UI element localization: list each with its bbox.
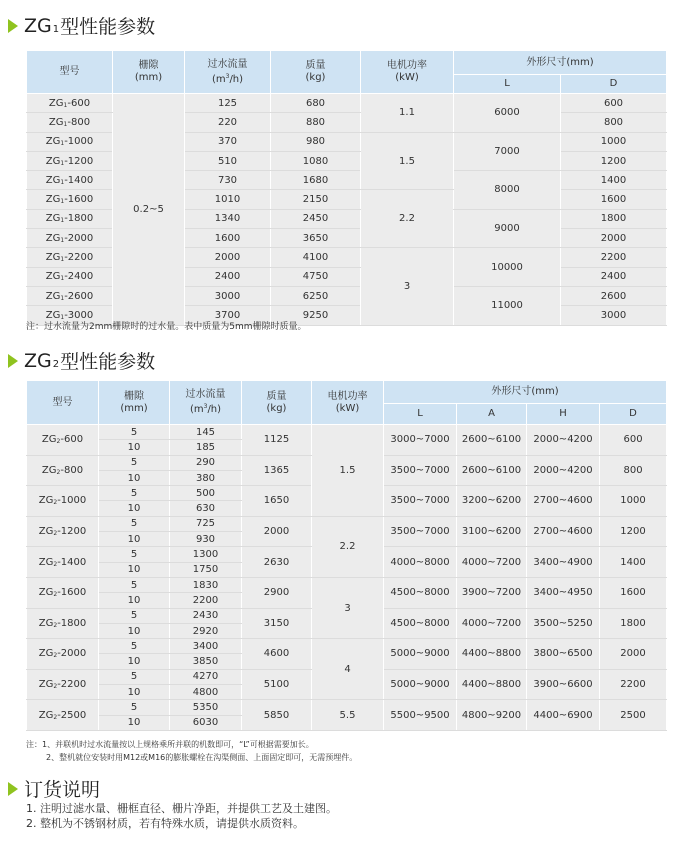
mass-cell: 9250 (271, 306, 361, 325)
gap-cell: 10 (99, 501, 170, 516)
l-cell: 5000~9000 (384, 639, 457, 670)
header-dimensions: 外形尺寸(mm) (384, 381, 667, 404)
mass-cell: 880 (271, 113, 361, 132)
flow-cell: 3400 (170, 639, 242, 654)
header-flow: 过水流量 $(m^3/h)$ (185, 51, 271, 94)
header-dimensions: 外形尺寸(mm) (454, 51, 667, 75)
d-cell: 3000 (561, 306, 667, 325)
flow-cell: 2400 (185, 267, 271, 286)
model-cell: ZG1-1400 (27, 171, 113, 190)
mass-cell: 5850 (242, 700, 312, 731)
flow-cell: 290 (170, 455, 242, 470)
header-power: 电机功率 (kW) (312, 381, 384, 425)
h-cell: 3800~6500 (527, 639, 600, 670)
gap-cell: 5 (99, 455, 170, 470)
l-cell: 3500~7000 (384, 516, 457, 547)
a-cell: 3900~7200 (457, 577, 527, 608)
h-cell: 2700~4600 (527, 516, 600, 547)
table-row (27, 94, 667, 113)
flow-cell: 500 (170, 486, 242, 501)
gap-cell: 10 (99, 532, 170, 547)
d-cell: 1200 (600, 516, 667, 547)
l-cell: 3500~7000 (384, 486, 457, 517)
flow-cell: 370 (185, 132, 271, 151)
table2-footnote-1: 注：1、并联机时过水流量按以上规格乘所并联的机数即可，“L”可根据需要加长。 (26, 740, 314, 749)
mass-cell: 2000 (242, 516, 312, 547)
model-cell: ZG1-3000 (27, 306, 113, 325)
model-cell: ZG1-1600 (27, 190, 113, 209)
header-a: A (457, 404, 527, 425)
gap-cell: 0.2~5 (113, 94, 185, 326)
a-cell: 4800~9200 (457, 700, 527, 731)
model-cell: ZG1-1800 (27, 209, 113, 228)
header-model: 型号 (27, 51, 113, 94)
gap-cell: 10 (99, 685, 170, 700)
flow-cell: 1010 (185, 190, 271, 209)
model-cell: ZG1-1200 (27, 151, 113, 170)
flow-cell: 1830 (170, 577, 242, 592)
section-title-zg1: ZG 1 型性能参数 (8, 12, 155, 39)
model-cell: ZG2-2000 (27, 639, 99, 670)
mass-cell: 1080 (271, 151, 361, 170)
d-cell: 1800 (561, 209, 667, 228)
table1-footnote: 注：过水流量为2mm栅隙时的过水量。表中质量为5mm栅隙时质量。 (26, 322, 307, 332)
table-row (27, 577, 667, 592)
flow-cell: 6030 (170, 715, 242, 730)
d-cell: 2000 (561, 229, 667, 248)
flow-cell: 2430 (170, 608, 242, 623)
d-cell: 800 (600, 455, 667, 486)
d-cell: 600 (600, 425, 667, 456)
gap-cell: 10 (99, 470, 170, 485)
header-mass: 质量 (kg) (271, 51, 361, 94)
gap-cell: 5 (99, 700, 170, 715)
header-d: D (561, 75, 667, 94)
model-cell: ZG2-1400 (27, 547, 99, 578)
header-d: D (600, 404, 667, 425)
d-cell: 1000 (561, 132, 667, 151)
d-cell: 1000 (600, 486, 667, 517)
mass-cell: 1680 (271, 171, 361, 190)
gap-cell: 10 (99, 440, 170, 455)
flow-cell: 3850 (170, 654, 242, 669)
d-cell: 1800 (600, 608, 667, 639)
model-cell: ZG1-2400 (27, 267, 113, 286)
h-cell: 2000~4200 (527, 455, 600, 486)
mass-cell: 6250 (271, 286, 361, 305)
model-cell: ZG1-2000 (27, 229, 113, 248)
flow-cell: 1600 (185, 229, 271, 248)
triangle-bullet-icon (8, 19, 18, 33)
l-cell: 4500~8000 (384, 577, 457, 608)
l-cell: 3000~7000 (384, 425, 457, 456)
flow-cell: 3700 (185, 306, 271, 325)
mass-cell: 3650 (271, 229, 361, 248)
header-mass: 质量 (kg) (242, 381, 312, 425)
mass-cell: 5100 (242, 669, 312, 700)
table-row (27, 516, 667, 531)
a-cell: 2600~6100 (457, 455, 527, 486)
flow-cell: 3000 (185, 286, 271, 305)
mass-cell: 4600 (242, 639, 312, 670)
flow-cell: 2200 (170, 593, 242, 608)
l-cell: 9000 (454, 209, 561, 248)
l-cell: 7000 (454, 132, 561, 171)
header-model: 型号 (27, 381, 99, 425)
mass-cell: 980 (271, 132, 361, 151)
h-cell: 3500~5250 (527, 608, 600, 639)
l-cell: 5500~9500 (384, 700, 457, 731)
d-cell: 2500 (600, 700, 667, 731)
header-l: L (454, 75, 561, 94)
a-cell: 4400~8800 (457, 669, 527, 700)
header-h: H (527, 404, 600, 425)
h-cell: 2700~4600 (527, 486, 600, 517)
power-cell: 1.5 (361, 132, 454, 190)
h-cell: 3900~6600 (527, 669, 600, 700)
d-cell: 1400 (600, 547, 667, 578)
power-cell: 2.2 (312, 516, 384, 577)
mass-cell: 4750 (271, 267, 361, 286)
mass-cell: 2630 (242, 547, 312, 578)
a-cell: 2600~6100 (457, 425, 527, 456)
model-cell: ZG2-1600 (27, 577, 99, 608)
h-cell: 2000~4200 (527, 425, 600, 456)
l-cell: 3500~7000 (384, 455, 457, 486)
a-cell: 4000~7200 (457, 608, 527, 639)
flow-cell: 730 (185, 171, 271, 190)
gap-cell: 5 (99, 486, 170, 501)
mass-cell: 3150 (242, 608, 312, 639)
l-cell: 4000~8000 (384, 547, 457, 578)
l-cell: 11000 (454, 286, 561, 325)
l-cell: 8000 (454, 171, 561, 210)
d-cell: 1400 (561, 171, 667, 190)
l-cell: 5000~9000 (384, 669, 457, 700)
d-cell: 800 (561, 113, 667, 132)
mass-cell: 680 (271, 94, 361, 113)
power-cell: 2.2 (361, 190, 454, 248)
flow-cell: 930 (170, 532, 242, 547)
power-cell: 1.5 (312, 425, 384, 517)
model-cell: ZG2-600 (27, 425, 99, 456)
a-cell: 4000~7200 (457, 547, 527, 578)
gap-cell: 5 (99, 425, 170, 440)
section-title-ordering: 订货说明 (8, 775, 100, 802)
flow-cell: 1340 (185, 209, 271, 228)
flow-cell: 125 (185, 94, 271, 113)
flow-cell: 145 (170, 425, 242, 440)
mass-cell: 1650 (242, 486, 312, 517)
mass-cell: 1125 (242, 425, 312, 456)
mass-cell: 2900 (242, 577, 312, 608)
flow-cell: 630 (170, 501, 242, 516)
model-cell: ZG2-800 (27, 455, 99, 486)
gap-cell: 5 (99, 639, 170, 654)
order-note-1: 1. 注明过滤水量、栅框直径、栅片净距，并提供工艺及土建图。 (26, 802, 337, 815)
flow-cell: 4270 (170, 669, 242, 684)
flow-cell: 1750 (170, 562, 242, 577)
h-cell: 3400~4900 (527, 547, 600, 578)
flow-cell: 185 (170, 440, 242, 455)
table-row (27, 425, 667, 440)
header-flow: 过水流量 $(m^3/h)$ (170, 381, 242, 425)
header-gap: 栅隙 (mm) (99, 381, 170, 425)
l-cell: 10000 (454, 248, 561, 287)
model-cell: ZG2-1800 (27, 608, 99, 639)
mass-cell: 4100 (271, 248, 361, 267)
triangle-bullet-icon (8, 782, 18, 796)
power-cell: 5.5 (312, 700, 384, 731)
d-cell: 2200 (561, 248, 667, 267)
mass-cell: 2150 (271, 190, 361, 209)
d-cell: 1600 (600, 577, 667, 608)
header-power: 电机功率 (kW) (361, 51, 454, 94)
gap-cell: 10 (99, 715, 170, 730)
zg1-parameter-table (26, 50, 667, 326)
h-cell: 4400~6900 (527, 700, 600, 731)
flow-cell: 2920 (170, 623, 242, 638)
triangle-bullet-icon (8, 354, 18, 368)
table2-footnote-2: 2、整机就位安装时用M12或M16的膨胀螺栓在沟渠侧面、上面固定即可，无需预埋件。 (46, 753, 358, 762)
model-cell: ZG2-1200 (27, 516, 99, 547)
gap-cell: 10 (99, 562, 170, 577)
model-cell: ZG1-1000 (27, 132, 113, 151)
power-cell: 4 (312, 639, 384, 700)
model-cell: ZG1-800 (27, 113, 113, 132)
power-cell: 3 (361, 248, 454, 325)
mass-cell: 2450 (271, 209, 361, 228)
model-cell: ZG2-2200 (27, 669, 99, 700)
gap-cell: 5 (99, 669, 170, 684)
model-cell: ZG2-1000 (27, 486, 99, 517)
model-cell: ZG1-600 (27, 94, 113, 113)
mass-cell: 1365 (242, 455, 312, 486)
model-cell: ZG1-2600 (27, 286, 113, 305)
d-cell: 2400 (561, 267, 667, 286)
table-row (27, 700, 667, 715)
flow-cell: 2000 (185, 248, 271, 267)
d-cell: 600 (561, 94, 667, 113)
flow-cell: 4800 (170, 685, 242, 700)
a-cell: 4400~8800 (457, 639, 527, 670)
gap-cell: 5 (99, 577, 170, 592)
section-title-zg2: ZG 2 型性能参数 (8, 347, 155, 374)
zg2-parameter-table (26, 380, 667, 731)
model-cell: ZG1-2200 (27, 248, 113, 267)
power-cell: 3 (312, 577, 384, 638)
d-cell: 2200 (600, 669, 667, 700)
header-gap: 栅隙 (mm) (113, 51, 185, 94)
l-cell: 6000 (454, 94, 561, 133)
a-cell: 3100~6200 (457, 516, 527, 547)
gap-cell: 10 (99, 593, 170, 608)
model-cell: ZG2-2500 (27, 700, 99, 731)
d-cell: 2000 (600, 639, 667, 670)
h-cell: 3400~4950 (527, 577, 600, 608)
d-cell: 1200 (561, 151, 667, 170)
table-row (27, 639, 667, 654)
flow-cell: 510 (185, 151, 271, 170)
d-cell: 2600 (561, 286, 667, 305)
gap-cell: 5 (99, 547, 170, 562)
a-cell: 3200~6200 (457, 486, 527, 517)
gap-cell: 10 (99, 654, 170, 669)
header-l: L (384, 404, 457, 425)
flow-cell: 5350 (170, 700, 242, 715)
l-cell: 4500~8000 (384, 608, 457, 639)
order-note-2: 2. 整机为不锈钢材质，若有特殊水质，请提供水质资料。 (26, 817, 304, 830)
gap-cell: 10 (99, 623, 170, 638)
gap-cell: 5 (99, 608, 170, 623)
d-cell: 1600 (561, 190, 667, 209)
power-cell: 1.1 (361, 94, 454, 133)
flow-cell: 220 (185, 113, 271, 132)
flow-cell: 380 (170, 470, 242, 485)
gap-cell: 5 (99, 516, 170, 531)
flow-cell: 725 (170, 516, 242, 531)
flow-cell: 1300 (170, 547, 242, 562)
